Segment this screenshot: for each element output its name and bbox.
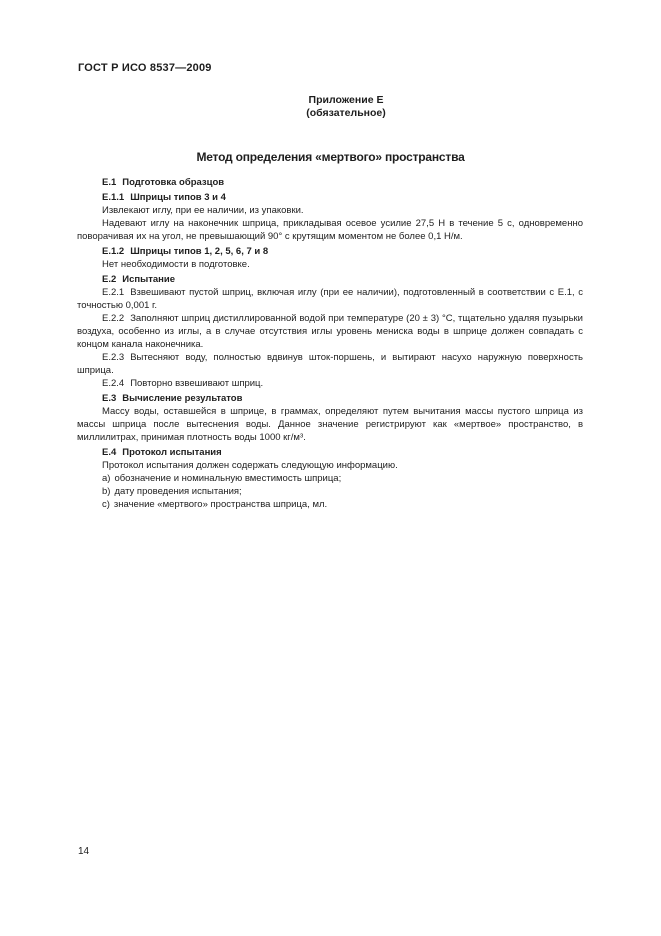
paragraph bbox=[77, 217, 583, 243]
clause-number: Е.1 bbox=[102, 177, 117, 188]
body-text: Протокол испытания должен содержать следующую информацию. bbox=[102, 460, 398, 471]
body-text: Взвешивают пустой шприц, включая иглу (при ее наличии), подготовленный в соответствии с Е.1, с точностью 0,001 г. bbox=[77, 287, 583, 311]
list-marker: a) bbox=[102, 473, 111, 484]
clause-number: Е.2.3 bbox=[102, 352, 125, 363]
list-item bbox=[77, 485, 583, 498]
clause-number: Е.1.2 bbox=[102, 246, 125, 257]
list-item bbox=[77, 472, 583, 485]
paragraph bbox=[77, 286, 583, 312]
heading-text: Испытание bbox=[122, 274, 176, 285]
body-text: Вытесняют воду, полностью вдвинув шток-поршень, и вытирают насухо наружную поверхность шприца. bbox=[77, 352, 583, 376]
section-heading bbox=[77, 245, 583, 258]
document-content bbox=[77, 174, 583, 511]
section-heading bbox=[77, 176, 583, 189]
paragraph bbox=[77, 258, 583, 271]
clause-number: Е.2 bbox=[102, 274, 117, 285]
section-heading bbox=[77, 392, 583, 405]
paragraph bbox=[77, 351, 583, 377]
clause-number: Е.2.2 bbox=[102, 313, 125, 324]
appendix-block bbox=[0, 94, 661, 119]
section-heading bbox=[77, 191, 583, 204]
clause-number: Е.4 bbox=[102, 447, 117, 458]
section-heading bbox=[77, 446, 583, 459]
appendix-note: (обязательное) bbox=[306, 106, 386, 119]
list-marker: c) bbox=[102, 499, 110, 510]
body-text: Заполняют шприц дистиллированной водой при температуре (20 ± 3) °С, тщательно удаляя пузырьки воздуха, особенно из иглы, а в случае отсутствия иглы уровень мениска воды в шприце должен совпадать с концом канала наконечника. bbox=[77, 313, 583, 350]
appendix-label: Приложение Е bbox=[308, 94, 384, 106]
paragraph bbox=[77, 312, 583, 351]
body-text: значение «мертвого» пространства шприца, мл. bbox=[113, 499, 328, 510]
paragraph bbox=[77, 204, 583, 217]
paragraph bbox=[77, 405, 583, 444]
list-item bbox=[77, 498, 583, 511]
body-text: Повторно взвешивают шприц. bbox=[130, 378, 264, 389]
body-text: Извлекают иглу, при ее наличии, из упаковки. bbox=[102, 205, 304, 216]
body-text: Нет необходимости в подготовке. bbox=[102, 259, 250, 270]
body-text: обозначение и номинальную вместимость шприца; bbox=[114, 473, 342, 484]
list-marker: b) bbox=[102, 486, 111, 497]
clause-number: Е.1.1 bbox=[102, 192, 125, 203]
heading-text: Вычисление результатов bbox=[122, 393, 243, 404]
paragraph bbox=[77, 459, 583, 472]
body-text: дату проведения испытания; bbox=[114, 486, 242, 497]
body-text: Массу воды, оставшейся в шприце, в граммах, определяют путем вычитания массы пустого шприца из массы шприца после вытеснения воды. Данное значение регистрируют как «мертвое» пространство, в миллилитрах, принимая плотность воды 1000 кг/м³. bbox=[77, 406, 583, 443]
heading-text: Протокол испытания bbox=[122, 447, 222, 458]
page-title: Метод определения «мертвого» пространства bbox=[196, 150, 465, 164]
paragraph bbox=[77, 377, 583, 390]
clause-number: Е.2.1 bbox=[102, 287, 125, 298]
section-heading bbox=[77, 273, 583, 286]
heading-text: Шприцы типов 1, 2, 5, 6, 7 и 8 bbox=[130, 246, 269, 257]
clause-number: Е.3 bbox=[102, 393, 117, 404]
doc-code: ГОСТ Р ИСО 8537—2009 bbox=[78, 62, 212, 74]
heading-text: Шприцы типов 3 и 4 bbox=[130, 192, 226, 203]
body-text: Надевают иглу на наконечник шприца, прикладывая осевое усилие 27,5 Н в течение 5 с, одновременно поворачивая их на угол, не превышающий 90° с крутящим моментом не более 0,1 Н/м. bbox=[77, 218, 583, 242]
page-number: 14 bbox=[78, 846, 90, 857]
heading-text: Подготовка образцов bbox=[122, 177, 225, 188]
clause-number: Е.2.4 bbox=[102, 378, 125, 389]
